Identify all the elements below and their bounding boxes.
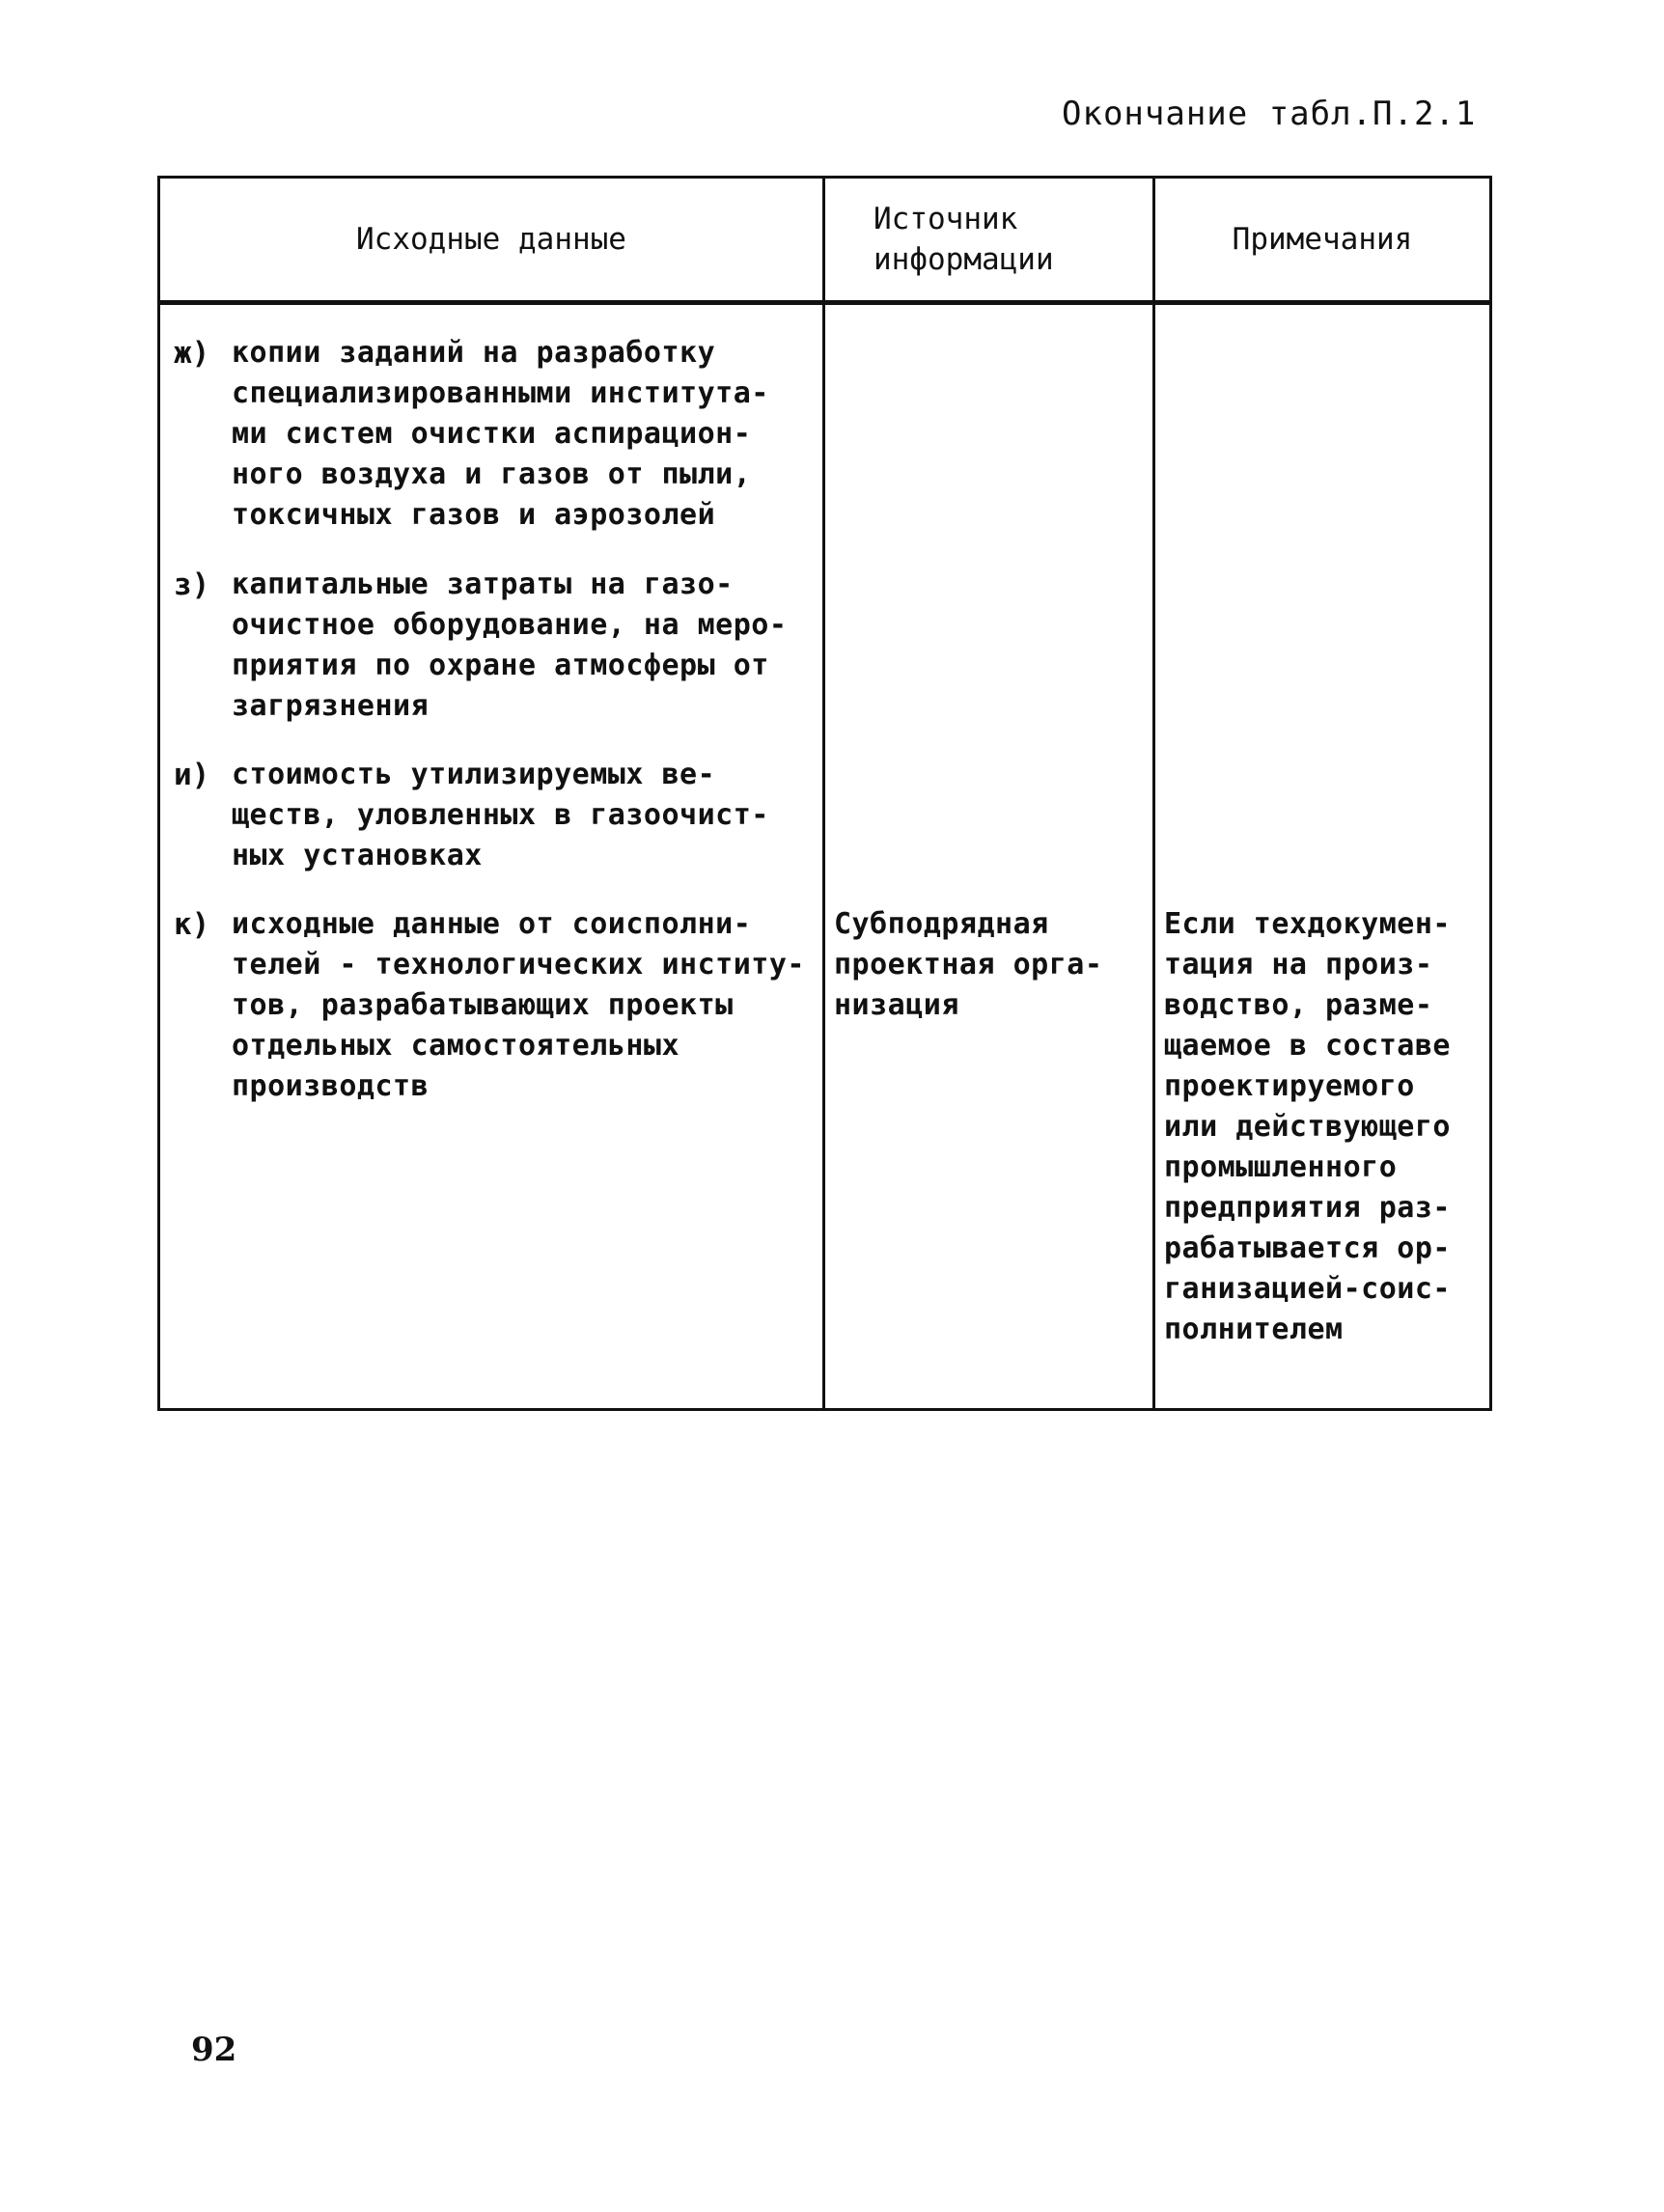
item-letter: к) — [174, 907, 210, 942]
item-text: копии заданий на разработку специализированными института- ми систем очистки аспирацион- ного воздуха и газов от пыли, токсичных газов и аэрозолей — [232, 336, 769, 532]
column-divider — [1152, 179, 1155, 1408]
header-information-source: Источник информации — [874, 202, 1054, 277]
item-text: капитальные затраты на газо- очистное оборудование, на меро- приятия по охране атмосферы от загрязнения — [232, 567, 788, 723]
header-divider — [160, 300, 1489, 305]
item-letter: и) — [174, 758, 210, 792]
table-caption: Окончание табл.П.2.1 — [1062, 95, 1477, 133]
header-notes: Примечания — [1232, 222, 1413, 257]
header-source-data: Исходные данные — [356, 222, 626, 257]
data-table — [157, 176, 1492, 1411]
item-letter: ж) — [174, 336, 210, 371]
item-text: исходные данные от соисполни- телей - технологических институ- тов, разрабатывающих проекты отдельных самостоятельных производств — [232, 907, 805, 1103]
notes-cell: Если техдокумен- тация на произ- водство, разме- щаемое в составе проектируемого или действующего промышленного предприятия раз- рабатывается ор- ганизацией-соис- полнителем — [1164, 907, 1451, 1346]
information-source-cell: Субподрядная проектная орга- низация — [834, 907, 1103, 1022]
page-number: 92 — [191, 2031, 237, 2069]
item-letter: з) — [174, 567, 210, 602]
column-divider — [822, 179, 825, 1408]
item-text: стоимость утилизируемых ве- ществ, уловленных в газоочист- ных установках — [232, 758, 769, 872]
